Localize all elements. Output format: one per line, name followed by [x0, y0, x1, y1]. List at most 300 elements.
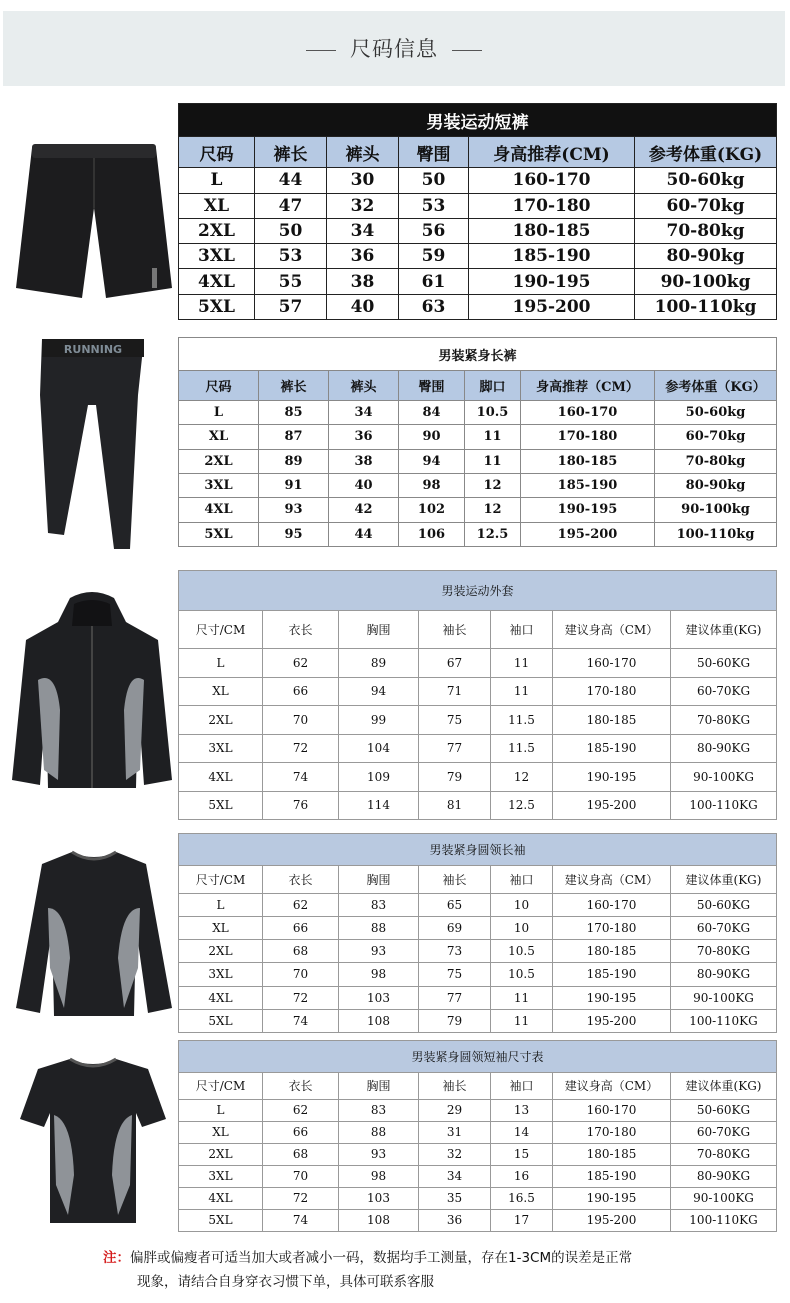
column-header: 尺码	[179, 371, 259, 401]
table-cell: 79	[419, 763, 491, 792]
table-cell: 70-80KG	[671, 706, 777, 735]
table-row	[179, 218, 777, 243]
table-cell: 66	[263, 677, 339, 706]
table-cell: 4XL	[179, 498, 259, 522]
table-cell: 70	[263, 706, 339, 735]
table-cell: 106	[399, 522, 465, 546]
table-header-row	[179, 866, 777, 894]
table-cell: 2XL	[179, 940, 263, 963]
table-cell: 50-60KG	[671, 1099, 777, 1121]
table-row	[179, 498, 777, 522]
table-cell: 88	[339, 917, 419, 940]
table-cell: 34	[419, 1165, 491, 1187]
table-row	[179, 763, 777, 792]
table-cell: 11	[491, 649, 553, 678]
table-cell: 60-70KG	[671, 1121, 777, 1143]
column-header: 裤长	[255, 137, 327, 168]
table-cell: 47	[255, 193, 327, 218]
table-cell: 190-195	[469, 269, 635, 294]
table-cell: 80-90kg	[635, 244, 777, 269]
table-cell: 35	[419, 1187, 491, 1209]
column-header: 衣长	[263, 1073, 339, 1100]
table-cell: 195-200	[521, 522, 655, 546]
longsleeve-image	[14, 848, 174, 1018]
column-header: 参考体重（KG）	[655, 371, 777, 401]
table-cell: 108	[339, 1209, 419, 1231]
table-cell: 180-185	[553, 1143, 671, 1165]
column-header: 袖长	[419, 1073, 491, 1100]
table-cell: 11.5	[491, 734, 553, 763]
table-cell: 93	[339, 1143, 419, 1165]
table-cell: 5XL	[179, 791, 263, 820]
table-cell: 34	[329, 401, 399, 425]
table-cell: 44	[329, 522, 399, 546]
table-cell: 50-60KG	[671, 649, 777, 678]
table-cell: 3XL	[179, 1165, 263, 1187]
table-cell: 12.5	[491, 791, 553, 820]
column-header: 胸围	[339, 611, 419, 649]
table-cell: L	[179, 893, 263, 916]
table-cell: L	[179, 401, 259, 425]
table-cell: 195-200	[553, 1209, 671, 1231]
table-cell: 109	[339, 763, 419, 792]
table-cell: 4XL	[179, 986, 263, 1009]
table-cell: 10	[491, 917, 553, 940]
table-row	[179, 917, 777, 940]
header-left-line	[306, 50, 336, 51]
table-cell: 67	[419, 649, 491, 678]
table-cell: 60-70KG	[671, 917, 777, 940]
table-cell: 70-80KG	[671, 940, 777, 963]
table-title: 男装紧身圆领长袖	[179, 834, 777, 866]
jacket-table	[178, 570, 777, 820]
jacket-size-table	[178, 570, 776, 820]
table-cell: 70-80kg	[635, 218, 777, 243]
table-cell: 36	[327, 244, 399, 269]
table-cell: 50	[255, 218, 327, 243]
table-cell: 2XL	[179, 218, 255, 243]
table-row	[179, 425, 777, 449]
table-cell: 12	[465, 473, 521, 497]
table-cell: 195-200	[469, 294, 635, 319]
table-cell: 100-110kg	[635, 294, 777, 319]
table-cell: 34	[327, 218, 399, 243]
table-cell: 94	[399, 449, 465, 473]
table-cell: 89	[339, 649, 419, 678]
shortsleeve-size-table	[178, 1040, 776, 1232]
table-row	[179, 893, 777, 916]
table-cell: 74	[263, 763, 339, 792]
table-cell: 40	[329, 473, 399, 497]
table-row	[179, 193, 777, 218]
table-cell: 36	[329, 425, 399, 449]
column-header: 建议体重(KG)	[671, 611, 777, 649]
table-cell: 38	[327, 269, 399, 294]
table-cell: XL	[179, 917, 263, 940]
table-cell: 108	[339, 1009, 419, 1032]
table-cell: 99	[339, 706, 419, 735]
column-header: 身高推荐(CM)	[469, 137, 635, 168]
table-row	[179, 1143, 777, 1165]
column-header: 臀围	[399, 371, 465, 401]
header-title-wrap	[3, 33, 785, 63]
tights-table	[178, 337, 777, 547]
table-row	[179, 986, 777, 1009]
table-cell: 10.5	[491, 963, 553, 986]
table-cell: 170-180	[553, 1121, 671, 1143]
table-cell: 77	[419, 734, 491, 763]
note-line-1	[103, 1246, 783, 1270]
table-cell: 61	[399, 269, 469, 294]
table-cell: 80-90kg	[655, 473, 777, 497]
table-row	[179, 522, 777, 546]
table-cell: 4XL	[179, 763, 263, 792]
column-header: 建议身高（CM）	[553, 866, 671, 894]
column-header: 衣长	[263, 866, 339, 894]
column-header: 尺寸/CM	[179, 1073, 263, 1100]
table-cell: 16.5	[491, 1187, 553, 1209]
shorts-size-table	[178, 103, 776, 320]
shorts-table	[178, 103, 777, 320]
table-cell: L	[179, 168, 255, 193]
table-cell: 103	[339, 1187, 419, 1209]
table-cell: 62	[263, 893, 339, 916]
tights-image	[38, 335, 148, 553]
table-cell: 89	[259, 449, 329, 473]
table-cell: 11	[465, 449, 521, 473]
table-cell: 3XL	[179, 244, 255, 269]
table-cell: XL	[179, 677, 263, 706]
table-cell: 160-170	[521, 401, 655, 425]
table-cell: 195-200	[553, 1009, 671, 1032]
column-header: 尺码	[179, 137, 255, 168]
table-cell: 103	[339, 986, 419, 1009]
shortsleeve-image	[18, 1055, 168, 1225]
table-cell: 84	[399, 401, 465, 425]
table-cell: 100-110KG	[671, 791, 777, 820]
table-row	[179, 940, 777, 963]
table-cell: 30	[327, 168, 399, 193]
table-cell: 83	[339, 1099, 419, 1121]
table-title: 男装运动短裤	[179, 104, 777, 137]
table-cell: 180-185	[521, 449, 655, 473]
column-header: 裤头	[329, 371, 399, 401]
table-cell: 94	[339, 677, 419, 706]
table-cell: 11	[491, 986, 553, 1009]
table-cell: 10	[491, 893, 553, 916]
table-cell: 59	[399, 244, 469, 269]
table-cell: 66	[263, 917, 339, 940]
table-cell: 65	[419, 893, 491, 916]
header-banner	[3, 11, 785, 86]
table-row	[179, 1099, 777, 1121]
column-header: 参考体重(KG)	[635, 137, 777, 168]
table-row	[179, 1187, 777, 1209]
table-cell: 95	[259, 522, 329, 546]
table-cell: 10.5	[465, 401, 521, 425]
table-cell: 185-190	[553, 1165, 671, 1187]
table-cell: L	[179, 1099, 263, 1121]
table-cell: 98	[339, 963, 419, 986]
column-header: 胸围	[339, 1073, 419, 1100]
table-cell: 102	[399, 498, 465, 522]
table-cell: 29	[419, 1099, 491, 1121]
table-row	[179, 294, 777, 319]
table-cell: 5XL	[179, 294, 255, 319]
table-cell: 74	[263, 1009, 339, 1032]
table-cell: 32	[327, 193, 399, 218]
table-cell: 53	[399, 193, 469, 218]
column-header: 袖长	[419, 866, 491, 894]
table-row	[179, 649, 777, 678]
table-cell: 80-90KG	[671, 963, 777, 986]
table-cell: 50-60KG	[671, 893, 777, 916]
table-title-row	[179, 1041, 777, 1073]
table-cell: 185-190	[469, 244, 635, 269]
table-cell: 10.5	[491, 940, 553, 963]
table-cell: 56	[399, 218, 469, 243]
table-header-row	[179, 137, 777, 168]
table-cell: 11	[465, 425, 521, 449]
table-cell: 90-100KG	[671, 986, 777, 1009]
column-header: 建议身高（CM）	[553, 611, 671, 649]
table-cell: 160-170	[553, 649, 671, 678]
table-cell: 40	[327, 294, 399, 319]
table-cell: 72	[263, 734, 339, 763]
table-cell: 190-195	[553, 1187, 671, 1209]
table-cell: 73	[419, 940, 491, 963]
table-row	[179, 734, 777, 763]
table-cell: 2XL	[179, 706, 263, 735]
column-header: 胸围	[339, 866, 419, 894]
table-cell: 170-180	[521, 425, 655, 449]
table-cell: 90	[399, 425, 465, 449]
table-cell: 50	[399, 168, 469, 193]
table-cell: 90-100KG	[671, 763, 777, 792]
table-cell: 3XL	[179, 473, 259, 497]
table-cell: 190-195	[553, 986, 671, 1009]
table-cell: 70	[263, 963, 339, 986]
table-cell: 70-80kg	[655, 449, 777, 473]
column-header: 裤头	[327, 137, 399, 168]
table-title: 男装紧身长裤	[179, 338, 777, 371]
table-cell: 60-70kg	[655, 425, 777, 449]
table-cell: XL	[179, 425, 259, 449]
table-cell: 32	[419, 1143, 491, 1165]
table-cell: 81	[419, 791, 491, 820]
table-cell: 93	[259, 498, 329, 522]
table-cell: 100-110kg	[655, 522, 777, 546]
table-cell: 60-70kg	[635, 193, 777, 218]
table-cell: 50-60kg	[655, 401, 777, 425]
table-row	[179, 706, 777, 735]
table-title-row	[179, 834, 777, 866]
table-row	[179, 791, 777, 820]
table-row	[179, 677, 777, 706]
table-cell: 2XL	[179, 1143, 263, 1165]
table-cell: 80-90KG	[671, 734, 777, 763]
table-cell: 12	[491, 763, 553, 792]
table-cell: 69	[419, 917, 491, 940]
table-cell: 83	[339, 893, 419, 916]
table-cell: 90-100kg	[655, 498, 777, 522]
table-row	[179, 244, 777, 269]
tights-size-table	[178, 337, 776, 547]
table-cell: 13	[491, 1099, 553, 1121]
table-cell: 5XL	[179, 1009, 263, 1032]
table-row	[179, 1209, 777, 1231]
table-cell: 85	[259, 401, 329, 425]
table-cell: 100-110KG	[671, 1209, 777, 1231]
table-cell: 57	[255, 294, 327, 319]
table-row	[179, 963, 777, 986]
column-header: 尺寸/CM	[179, 866, 263, 894]
column-header: 臀围	[399, 137, 469, 168]
table-row	[179, 1009, 777, 1032]
table-cell: 68	[263, 1143, 339, 1165]
table-cell: 160-170	[553, 1099, 671, 1121]
table-title-row	[179, 571, 777, 611]
table-title-row	[179, 104, 777, 137]
table-cell: 93	[339, 940, 419, 963]
longsleeve-size-table	[178, 833, 776, 1033]
table-cell: L	[179, 649, 263, 678]
table-cell: 16	[491, 1165, 553, 1187]
table-cell: 91	[259, 473, 329, 497]
page-title: 尺码信息	[350, 37, 438, 61]
column-header: 裤长	[259, 371, 329, 401]
column-header: 脚口	[465, 371, 521, 401]
table-cell: 104	[339, 734, 419, 763]
table-title: 男装运动外套	[179, 571, 777, 611]
table-cell: 55	[255, 269, 327, 294]
table-cell: 3XL	[179, 963, 263, 986]
table-row	[179, 1165, 777, 1187]
table-cell: 180-185	[553, 706, 671, 735]
table-cell: 180-185	[469, 218, 635, 243]
table-cell: 50-60kg	[635, 168, 777, 193]
column-header: 建议体重(KG)	[671, 1073, 777, 1100]
table-header-row	[179, 371, 777, 401]
table-cell: 185-190	[553, 963, 671, 986]
table-cell: 185-190	[521, 473, 655, 497]
note-text-1: 偏胖或偏瘦者可适当加大或者减小一码，数据均手工测量，存在1-3CM的误差是正常	[130, 1250, 633, 1266]
table-cell: 74	[263, 1209, 339, 1231]
table-cell: 88	[339, 1121, 419, 1143]
table-cell: 160-170	[469, 168, 635, 193]
table-cell: 76	[263, 791, 339, 820]
note-label: 注：	[103, 1250, 130, 1266]
column-header: 袖口	[491, 611, 553, 649]
table-cell: 53	[255, 244, 327, 269]
table-cell: 72	[263, 986, 339, 1009]
table-cell: 98	[399, 473, 465, 497]
table-cell: 114	[339, 791, 419, 820]
column-header: 袖长	[419, 611, 491, 649]
table-cell: 68	[263, 940, 339, 963]
table-cell: 38	[329, 449, 399, 473]
table-cell: 72	[263, 1187, 339, 1209]
table-row	[179, 449, 777, 473]
shortsleeve-table	[178, 1040, 777, 1232]
table-cell: 195-200	[553, 791, 671, 820]
table-cell: 60-70KG	[671, 677, 777, 706]
table-cell: 70	[263, 1165, 339, 1187]
table-cell: 180-185	[553, 940, 671, 963]
note-text-2: 现象，请结合自身穿衣习惯下单，具体可联系客服	[137, 1274, 434, 1290]
table-row	[179, 401, 777, 425]
table-cell: 44	[255, 168, 327, 193]
table-cell: 4XL	[179, 1187, 263, 1209]
table-cell: 170-180	[469, 193, 635, 218]
table-cell: 12	[465, 498, 521, 522]
table-cell: 12.5	[465, 522, 521, 546]
shorts-image	[14, 138, 174, 310]
column-header: 身高推荐（CM）	[521, 371, 655, 401]
table-row	[179, 269, 777, 294]
table-cell: 14	[491, 1121, 553, 1143]
table-cell: 170-180	[553, 917, 671, 940]
table-title-row	[179, 338, 777, 371]
table-row	[179, 168, 777, 193]
column-header: 尺寸/CM	[179, 611, 263, 649]
table-cell: 90-100KG	[671, 1187, 777, 1209]
table-header-row	[179, 1073, 777, 1100]
table-cell: 70-80KG	[671, 1143, 777, 1165]
table-cell: 31	[419, 1121, 491, 1143]
table-cell: 79	[419, 1009, 491, 1032]
size-note	[103, 1246, 783, 1294]
table-cell: 75	[419, 963, 491, 986]
table-cell: 66	[263, 1121, 339, 1143]
column-header: 建议身高（CM）	[553, 1073, 671, 1100]
header-right-line	[452, 50, 482, 51]
table-cell: 62	[263, 649, 339, 678]
column-header: 袖口	[491, 866, 553, 894]
column-header: 建议体重(KG)	[671, 866, 777, 894]
table-header-row	[179, 611, 777, 649]
table-cell: 170-180	[553, 677, 671, 706]
table-cell: 190-195	[521, 498, 655, 522]
table-cell: 2XL	[179, 449, 259, 473]
table-row	[179, 473, 777, 497]
table-cell: 11	[491, 1009, 553, 1032]
table-cell: 5XL	[179, 522, 259, 546]
table-cell: 62	[263, 1099, 339, 1121]
table-cell: 3XL	[179, 734, 263, 763]
table-cell: 11	[491, 677, 553, 706]
table-cell: 100-110KG	[671, 1009, 777, 1032]
table-cell: XL	[179, 1121, 263, 1143]
table-cell: 98	[339, 1165, 419, 1187]
table-cell: 75	[419, 706, 491, 735]
column-header: 袖口	[491, 1073, 553, 1100]
table-cell: 4XL	[179, 269, 255, 294]
table-cell: XL	[179, 193, 255, 218]
jacket-image	[8, 590, 176, 795]
table-cell: 90-100kg	[635, 269, 777, 294]
table-cell: 36	[419, 1209, 491, 1231]
table-row	[179, 1121, 777, 1143]
table-cell: 190-195	[553, 763, 671, 792]
table-cell: 185-190	[553, 734, 671, 763]
table-cell: 15	[491, 1143, 553, 1165]
table-cell: 11.5	[491, 706, 553, 735]
table-title: 男装紧身圆领短袖尺寸表	[179, 1041, 777, 1073]
table-cell: 5XL	[179, 1209, 263, 1231]
table-cell: 17	[491, 1209, 553, 1231]
table-cell: 80-90KG	[671, 1165, 777, 1187]
